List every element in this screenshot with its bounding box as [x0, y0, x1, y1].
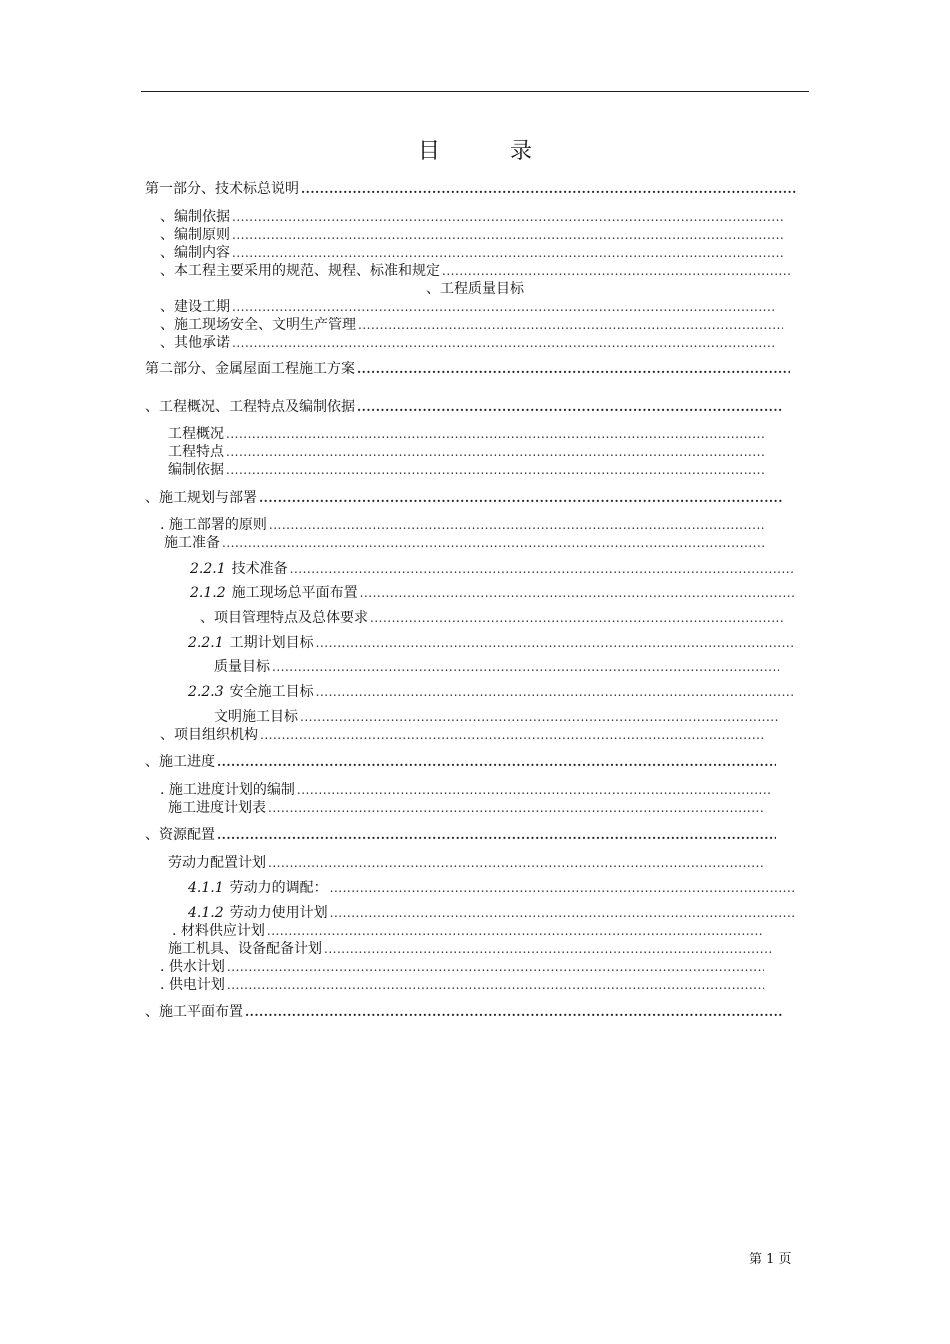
- toc-dot-leader: [295, 781, 771, 799]
- toc-dot-leader: [224, 425, 764, 443]
- toc-entry-label: 第一部分、技术标总说明: [145, 181, 299, 197]
- toc-entry-label: 、项目管理特点及总体要求: [200, 610, 368, 626]
- toc-entry[interactable]: [214, 658, 779, 676]
- toc-entry[interactable]: [160, 208, 784, 226]
- toc-entry[interactable]: [160, 726, 764, 744]
- toc-entry[interactable]: [145, 180, 798, 198]
- toc-dot-leader: [355, 398, 782, 416]
- toc-entry-number: 2.2.1: [188, 635, 224, 651]
- toc-entry[interactable]: [168, 425, 764, 443]
- toc-entry[interactable]: [188, 904, 795, 922]
- toc-entry[interactable]: [160, 316, 783, 334]
- toc-entry-number: 2.2.3: [188, 684, 224, 700]
- toc-dot-leader: [220, 534, 764, 552]
- toc-dot-leader: [328, 904, 795, 922]
- toc-entry[interactable]: [160, 516, 765, 534]
- toc-dot-leader: [266, 854, 764, 872]
- toc-entry-label: 、项目组织机构: [160, 727, 258, 743]
- toc-entry-label: . 供水计划: [160, 959, 225, 975]
- toc-entry[interactable]: [145, 753, 776, 771]
- toc-dot-leader: [328, 879, 795, 897]
- toc-entry-label: 劳动力配置计划: [168, 855, 266, 871]
- toc-entry-label: 施工机具、设备配备计划: [168, 941, 322, 957]
- toc-entry-label: 、施工现场安全、文明生产管理: [160, 317, 356, 333]
- toc-dot-leader: [288, 560, 795, 578]
- toc-dot-leader: [322, 940, 771, 958]
- toc-dot-leader: [299, 180, 798, 198]
- toc-dot-leader: [298, 708, 779, 726]
- toc-dot-leader: [230, 226, 784, 244]
- toc-entry-label: 施工准备: [164, 535, 220, 551]
- toc-entry-label: 劳动力的调配：: [229, 880, 328, 896]
- toc-entry-label: 、工程质量目标: [426, 281, 524, 297]
- toc-entry[interactable]: [145, 826, 776, 844]
- toc-dot-leader: [225, 976, 764, 994]
- toc-entry-label: 施工进度计划表: [168, 800, 266, 816]
- toc-entry-label: 、编制原则: [160, 227, 230, 243]
- toc-dot-leader: [267, 516, 765, 534]
- toc-entry-label: 第二部分、金属屋面工程施工方案: [145, 361, 355, 377]
- toc-entry[interactable]: [145, 360, 790, 378]
- toc-entry-label: 、施工平面布置: [145, 1004, 243, 1020]
- toc-entry[interactable]: [168, 940, 771, 958]
- toc-entry-label: 工期计划目标: [229, 635, 314, 651]
- toc-entry-label: 质量目标: [214, 659, 270, 675]
- toc-entry-label: 安全施工目标: [229, 684, 314, 700]
- toc-entry-label: . 施工进度计划的编制: [160, 782, 295, 798]
- toc-entry[interactable]: [160, 781, 771, 799]
- toc-dot-leader: [215, 753, 776, 771]
- toc-entry[interactable]: [160, 226, 784, 244]
- toc-entry[interactable]: [145, 398, 782, 416]
- toc-dot-leader: [314, 683, 795, 701]
- toc-entry-label: 、资源配置: [145, 827, 215, 843]
- toc-entry-number: 2.1.2: [190, 585, 226, 601]
- toc-entry-label: 技术准备: [231, 561, 288, 577]
- toc-entry-label: 、施工规划与部署: [145, 490, 257, 506]
- toc-entry-number: 4.1.1: [188, 880, 224, 896]
- toc-dot-leader: [215, 826, 776, 844]
- toc-dot-leader: [355, 360, 790, 378]
- toc-entry[interactable]: [145, 489, 782, 507]
- toc-dot-leader: [224, 461, 764, 479]
- toc-entry[interactable]: [160, 298, 776, 316]
- toc-entry-label: . 材料供应计划: [172, 923, 265, 939]
- toc-entry-number: 2.2.1: [190, 561, 226, 577]
- title-char-1: 目: [417, 139, 440, 164]
- toc-entry-label: 文明施工目标: [214, 709, 298, 725]
- toc-entry-label: 编制依据: [168, 462, 224, 478]
- toc-entry[interactable]: [168, 461, 764, 479]
- toc-entry[interactable]: [160, 262, 791, 280]
- page-number: 第 1 页: [749, 1252, 792, 1267]
- title-char-2: 录: [510, 139, 533, 164]
- toc-entry[interactable]: [160, 334, 776, 352]
- toc-dot-leader: [358, 584, 794, 602]
- toc-dot-leader: [230, 244, 784, 262]
- toc-entry[interactable]: [168, 799, 764, 817]
- toc-dot-leader: [266, 799, 764, 817]
- toc-entry[interactable]: [188, 634, 795, 652]
- toc-entry-label: 、本工程主要采用的规范、规程、标准和规定: [160, 263, 440, 279]
- toc-entry[interactable]: [160, 958, 764, 976]
- toc-entry-label: 工程特点: [168, 444, 224, 460]
- toc-entry-label: 、其他承诺: [160, 335, 230, 351]
- toc-dot-leader: [225, 958, 764, 976]
- toc-entry[interactable]: [426, 280, 560, 298]
- toc-entry[interactable]: [188, 879, 795, 897]
- toc-dot-leader: [270, 658, 779, 676]
- toc-dot-leader: [440, 262, 791, 280]
- toc-entry[interactable]: [188, 683, 795, 701]
- toc-entry-label: 施工现场总平面布置: [231, 585, 358, 601]
- toc-dot-leader: [224, 443, 764, 461]
- toc-entry-label: 、建设工期: [160, 299, 230, 315]
- toc-entry-label: 、编制内容: [160, 245, 230, 261]
- toc-entry-label: 、编制依据: [160, 209, 230, 225]
- toc-entry-label: . 施工部署的原则: [160, 517, 267, 533]
- toc-entry-label: 、施工进度: [145, 754, 215, 770]
- toc-entry-label: 、工程概况、工程特点及编制依据: [145, 399, 355, 415]
- toc-entry[interactable]: [190, 584, 794, 602]
- toc-dot-leader: [265, 922, 764, 940]
- toc-dot-leader: [257, 489, 782, 507]
- toc-entry[interactable]: [160, 976, 764, 994]
- toc-dot-leader: [314, 634, 795, 652]
- toc-entry[interactable]: [172, 922, 764, 940]
- toc-entry[interactable]: [164, 534, 764, 552]
- toc-entry[interactable]: [168, 854, 764, 872]
- toc-entry[interactable]: [145, 1003, 782, 1021]
- toc-dot-leader: [368, 609, 785, 627]
- toc-entry-label: . 供电计划: [160, 977, 225, 993]
- toc-entry-label: 工程概况: [168, 426, 224, 442]
- toc-dot-leader: [230, 298, 776, 316]
- toc-dot-leader: [230, 334, 776, 352]
- toc-entry[interactable]: [160, 244, 784, 262]
- toc-entry[interactable]: [214, 708, 779, 726]
- toc-dot-leader: [243, 1003, 782, 1021]
- toc-dot-leader: [258, 726, 764, 744]
- toc-entry[interactable]: [200, 609, 785, 627]
- toc-dot-leader: [230, 208, 784, 226]
- toc-entry[interactable]: [168, 443, 764, 461]
- toc-entry-label: 劳动力使用计划: [229, 905, 328, 921]
- toc-entry[interactable]: [190, 560, 795, 578]
- toc-entry-number: 4.1.2: [188, 905, 224, 921]
- toc-dot-leader: [356, 316, 783, 334]
